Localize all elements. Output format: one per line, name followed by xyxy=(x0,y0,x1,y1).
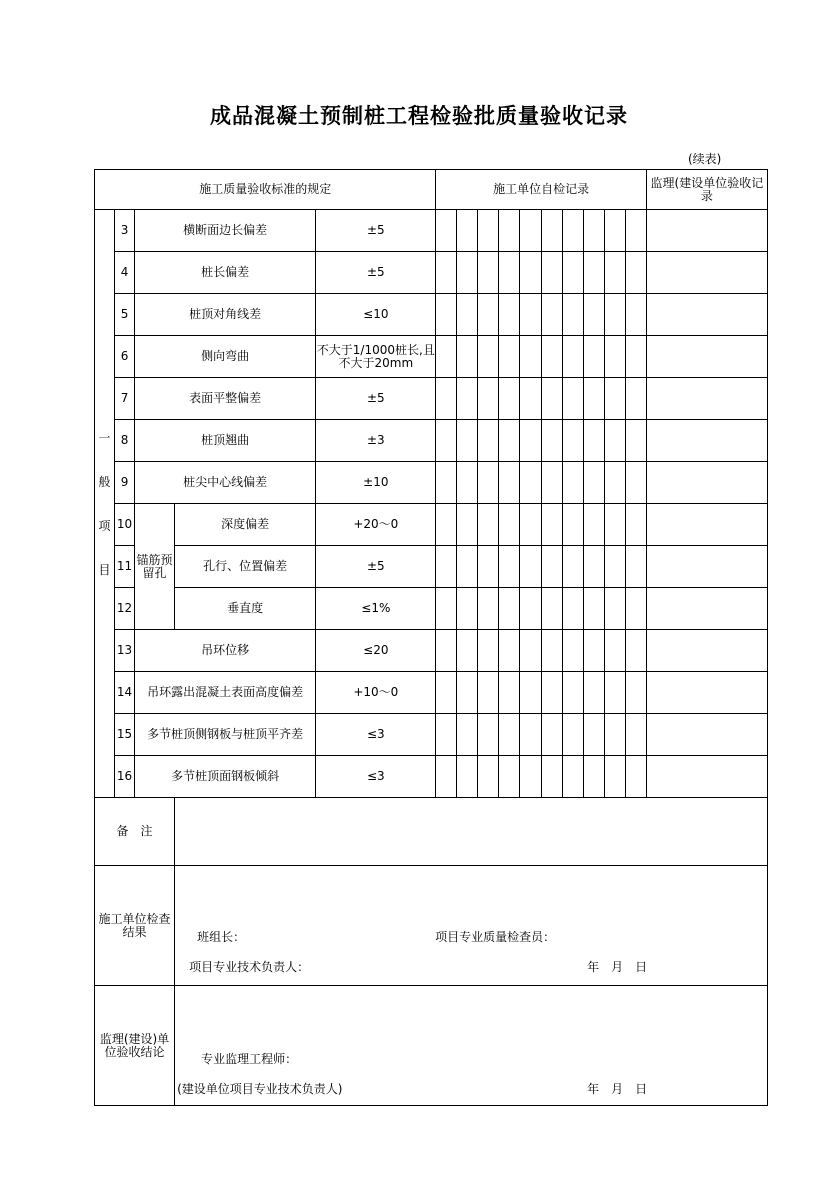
self-check-cell[interactable] xyxy=(583,504,604,546)
self-check-cell[interactable] xyxy=(604,672,625,714)
quality-inspector-label: 项目专业质量检查员： xyxy=(435,929,556,944)
self-check-cell[interactable] xyxy=(583,252,604,294)
self-check-cell[interactable] xyxy=(604,504,625,546)
self-check-cell[interactable] xyxy=(499,336,520,378)
table-row xyxy=(95,420,768,462)
self-check-cell[interactable] xyxy=(436,252,457,294)
self-check-cell[interactable] xyxy=(457,210,478,252)
self-check-cell[interactable] xyxy=(520,714,541,756)
self-check-cell[interactable] xyxy=(562,378,583,420)
self-check-cell[interactable] xyxy=(604,756,625,798)
sub-group-label: 锚筋预留孔 xyxy=(135,504,175,630)
self-check-cell[interactable] xyxy=(436,462,457,504)
self-check-cell[interactable] xyxy=(604,714,625,756)
self-check-cell[interactable] xyxy=(478,504,499,546)
self-check-cell[interactable] xyxy=(562,504,583,546)
self-check-cell[interactable] xyxy=(499,252,520,294)
self-check-cell[interactable] xyxy=(499,462,520,504)
row-number: 7 xyxy=(115,378,135,420)
item-name: 桩长偏差 xyxy=(135,252,316,294)
standard-value: ±5 xyxy=(316,210,436,252)
self-check-cell[interactable] xyxy=(541,714,562,756)
self-check-cell[interactable] xyxy=(583,462,604,504)
self-check-cell[interactable] xyxy=(436,756,457,798)
standard-value: +20～0 xyxy=(316,504,436,546)
supervision-cell[interactable] xyxy=(646,378,767,420)
self-check-cell[interactable] xyxy=(562,336,583,378)
construction-result[interactable] xyxy=(175,866,768,986)
supervision-date: 年 月 日 xyxy=(587,1081,648,1096)
supervision-result[interactable] xyxy=(175,986,768,1106)
row-number: 3 xyxy=(115,210,135,252)
self-check-cell[interactable] xyxy=(499,504,520,546)
self-check-cell[interactable] xyxy=(604,378,625,420)
item-name: 多节桩顶侧钢板与桩顶平齐差 xyxy=(135,714,316,756)
self-check-cell[interactable] xyxy=(520,672,541,714)
self-check-cell[interactable] xyxy=(499,630,520,672)
self-check-cell[interactable] xyxy=(562,462,583,504)
self-check-cell[interactable] xyxy=(541,546,562,588)
standard-value: ±3 xyxy=(316,420,436,462)
self-check-cell[interactable] xyxy=(436,630,457,672)
self-check-cell[interactable] xyxy=(625,588,646,630)
self-check-cell[interactable] xyxy=(541,336,562,378)
standard-value: ±10 xyxy=(316,462,436,504)
supervision-cell[interactable] xyxy=(646,504,767,546)
supervision-cell[interactable] xyxy=(646,756,767,798)
table-row xyxy=(95,294,768,336)
self-check-cell[interactable] xyxy=(583,378,604,420)
row-number: 16 xyxy=(115,756,135,798)
self-check-cell[interactable] xyxy=(541,210,562,252)
self-check-cell[interactable] xyxy=(604,588,625,630)
self-check-cell[interactable] xyxy=(625,504,646,546)
supervision-cell[interactable] xyxy=(646,252,767,294)
item-name: 吊环位移 xyxy=(135,630,316,672)
self-check-cell[interactable] xyxy=(478,420,499,462)
remarks-content[interactable] xyxy=(175,798,768,866)
self-check-cell[interactable] xyxy=(436,504,457,546)
self-check-cell[interactable] xyxy=(625,462,646,504)
self-check-cell[interactable] xyxy=(478,630,499,672)
self-check-cell[interactable] xyxy=(436,336,457,378)
standard-value: ≤3 xyxy=(316,714,436,756)
self-check-cell[interactable] xyxy=(520,630,541,672)
self-check-cell[interactable] xyxy=(604,630,625,672)
self-check-cell[interactable] xyxy=(625,756,646,798)
self-check-cell[interactable] xyxy=(625,210,646,252)
table-row xyxy=(95,546,768,588)
self-check-cell[interactable] xyxy=(562,420,583,462)
self-check-cell[interactable] xyxy=(499,546,520,588)
table-row xyxy=(95,378,768,420)
self-check-cell[interactable] xyxy=(541,588,562,630)
table-row xyxy=(95,462,768,504)
self-check-cell[interactable] xyxy=(541,756,562,798)
self-check-cell[interactable] xyxy=(562,210,583,252)
item-name: 多节桩顶面钢板倾斜 xyxy=(135,756,316,798)
self-check-cell[interactable] xyxy=(583,672,604,714)
item-name: 表面平整偏差 xyxy=(135,378,316,420)
self-check-cell[interactable] xyxy=(583,714,604,756)
row-number: 10 xyxy=(115,504,135,546)
supervision-cell[interactable] xyxy=(646,630,767,672)
standard-value: ±5 xyxy=(316,546,436,588)
item-name: 桩顶翘曲 xyxy=(135,420,316,462)
header-self-check: 施工单位自检记录 xyxy=(436,170,646,210)
self-check-cell[interactable] xyxy=(478,714,499,756)
self-check-cell[interactable] xyxy=(541,420,562,462)
self-check-cell[interactable] xyxy=(604,420,625,462)
self-check-cell[interactable] xyxy=(541,630,562,672)
self-check-cell[interactable] xyxy=(583,294,604,336)
remarks-label: 备注 xyxy=(95,798,175,866)
row-number: 13 xyxy=(115,630,135,672)
header-standard: 施工质量验收标准的规定 xyxy=(95,170,436,210)
self-check-cell[interactable] xyxy=(499,588,520,630)
item-name: 桩尖中心线偏差 xyxy=(135,462,316,504)
self-check-cell[interactable] xyxy=(436,420,457,462)
self-check-cell[interactable] xyxy=(478,210,499,252)
table-row xyxy=(95,588,768,630)
self-check-cell[interactable] xyxy=(604,252,625,294)
construction-date: 年 月 日 xyxy=(587,959,648,974)
self-check-cell[interactable] xyxy=(541,378,562,420)
supervision-cell[interactable] xyxy=(646,336,767,378)
self-check-cell[interactable] xyxy=(625,420,646,462)
item-name: 深度偏差 xyxy=(175,504,316,546)
self-check-cell[interactable] xyxy=(478,462,499,504)
self-check-cell[interactable] xyxy=(562,630,583,672)
self-check-cell[interactable] xyxy=(562,672,583,714)
self-check-cell[interactable] xyxy=(541,672,562,714)
standard-value: ±5 xyxy=(316,252,436,294)
table-row xyxy=(95,252,768,294)
self-check-cell[interactable] xyxy=(499,294,520,336)
self-check-cell[interactable] xyxy=(604,294,625,336)
self-check-cell[interactable] xyxy=(499,210,520,252)
self-check-cell[interactable] xyxy=(541,252,562,294)
self-check-cell[interactable] xyxy=(562,252,583,294)
self-check-cell[interactable] xyxy=(457,294,478,336)
tech-lead-label: 项目专业技术负责人： xyxy=(189,959,310,974)
self-check-cell[interactable] xyxy=(625,546,646,588)
self-check-cell[interactable] xyxy=(562,756,583,798)
table-row xyxy=(95,714,768,756)
self-check-cell[interactable] xyxy=(478,756,499,798)
inspection-table xyxy=(94,169,768,1106)
table-row xyxy=(95,504,768,546)
self-check-cell[interactable] xyxy=(457,462,478,504)
self-check-cell[interactable] xyxy=(625,672,646,714)
self-check-cell[interactable] xyxy=(520,336,541,378)
self-check-cell[interactable] xyxy=(436,714,457,756)
table-row xyxy=(95,756,768,798)
self-check-cell[interactable] xyxy=(478,294,499,336)
self-check-cell[interactable] xyxy=(478,672,499,714)
supervision-cell[interactable] xyxy=(646,588,767,630)
row-number: 9 xyxy=(115,462,135,504)
self-check-cell[interactable] xyxy=(436,378,457,420)
row-number: 14 xyxy=(115,672,135,714)
item-name: 垂直度 xyxy=(175,588,316,630)
self-check-cell[interactable] xyxy=(625,630,646,672)
self-check-cell[interactable] xyxy=(625,252,646,294)
self-check-cell[interactable] xyxy=(520,588,541,630)
self-check-cell[interactable] xyxy=(520,294,541,336)
self-check-cell[interactable] xyxy=(604,336,625,378)
construction-row xyxy=(95,866,768,986)
self-check-cell[interactable] xyxy=(499,378,520,420)
self-check-cell[interactable] xyxy=(583,336,604,378)
self-check-cell[interactable] xyxy=(457,546,478,588)
standard-value: ±5 xyxy=(316,378,436,420)
item-name: 横断面边长偏差 xyxy=(135,210,316,252)
self-check-cell[interactable] xyxy=(499,756,520,798)
self-check-cell[interactable] xyxy=(583,210,604,252)
self-check-cell[interactable] xyxy=(436,588,457,630)
self-check-cell[interactable] xyxy=(520,378,541,420)
self-check-cell[interactable] xyxy=(436,672,457,714)
item-name: 吊环露出混凝土表面高度偏差 xyxy=(135,672,316,714)
header-supervision: 监理(建设单位验收记录 xyxy=(646,170,767,210)
self-check-cell[interactable] xyxy=(457,252,478,294)
self-check-cell[interactable] xyxy=(457,420,478,462)
header-row xyxy=(95,170,768,210)
self-check-cell[interactable] xyxy=(541,294,562,336)
self-check-cell[interactable] xyxy=(604,462,625,504)
supervision-cell[interactable] xyxy=(646,546,767,588)
standard-value: ≤3 xyxy=(316,756,436,798)
construction-label: 施工单位检查结果 xyxy=(95,866,175,986)
self-check-cell[interactable] xyxy=(457,504,478,546)
section-label: 一般项目 xyxy=(95,210,115,798)
self-check-cell[interactable] xyxy=(499,420,520,462)
self-check-cell[interactable] xyxy=(520,252,541,294)
team-leader-label: 班组长： xyxy=(197,929,246,944)
self-check-cell[interactable] xyxy=(583,546,604,588)
self-check-cell[interactable] xyxy=(499,672,520,714)
self-check-cell[interactable] xyxy=(604,210,625,252)
item-name: 孔行、位置偏差 xyxy=(175,546,316,588)
table-row xyxy=(95,210,768,252)
self-check-cell[interactable] xyxy=(583,420,604,462)
standard-value: +10～0 xyxy=(316,672,436,714)
page-title: 成品混凝土预制桩工程检验批质量验收记录 xyxy=(210,104,628,128)
self-check-cell[interactable] xyxy=(436,546,457,588)
self-check-cell[interactable] xyxy=(625,714,646,756)
self-check-cell[interactable] xyxy=(478,252,499,294)
self-check-cell[interactable] xyxy=(625,378,646,420)
self-check-cell[interactable] xyxy=(583,756,604,798)
row-number: 15 xyxy=(115,714,135,756)
self-check-cell[interactable] xyxy=(478,588,499,630)
self-check-cell[interactable] xyxy=(457,672,478,714)
supervision-cell[interactable] xyxy=(646,420,767,462)
self-check-cell[interactable] xyxy=(457,714,478,756)
self-check-cell[interactable] xyxy=(604,546,625,588)
supervision-cell[interactable] xyxy=(646,714,767,756)
self-check-cell[interactable] xyxy=(499,714,520,756)
self-check-cell[interactable] xyxy=(457,630,478,672)
supervision-cell[interactable] xyxy=(646,210,767,252)
row-number: 4 xyxy=(115,252,135,294)
supervision-cell[interactable] xyxy=(646,672,767,714)
self-check-cell[interactable] xyxy=(562,588,583,630)
standard-value: ≤10 xyxy=(316,294,436,336)
standard-value: 不大于1/1000桩长,且不大于20mm xyxy=(316,336,436,378)
row-number: 8 xyxy=(115,420,135,462)
self-check-cell[interactable] xyxy=(478,336,499,378)
item-name: 桩顶对角线差 xyxy=(135,294,316,336)
standard-value: ≤20 xyxy=(316,630,436,672)
self-check-cell[interactable] xyxy=(436,294,457,336)
self-check-cell[interactable] xyxy=(583,630,604,672)
remarks-row xyxy=(95,798,768,866)
table-row xyxy=(95,630,768,672)
supervision-cell[interactable] xyxy=(646,462,767,504)
row-number: 6 xyxy=(115,336,135,378)
self-check-cell[interactable] xyxy=(625,336,646,378)
table-row xyxy=(95,672,768,714)
self-check-cell[interactable] xyxy=(457,756,478,798)
row-number: 11 xyxy=(115,546,135,588)
self-check-cell[interactable] xyxy=(562,294,583,336)
self-check-cell[interactable] xyxy=(520,756,541,798)
owner-tech-label: (建设单位项目专业技术负责人) xyxy=(177,1081,343,1096)
self-check-cell[interactable] xyxy=(625,294,646,336)
item-name: 侧向弯曲 xyxy=(135,336,316,378)
row-number: 12 xyxy=(115,588,135,630)
self-check-cell[interactable] xyxy=(436,210,457,252)
self-check-cell[interactable] xyxy=(520,504,541,546)
self-check-cell[interactable] xyxy=(457,588,478,630)
self-check-cell[interactable] xyxy=(520,462,541,504)
engineer-label: 专业监理工程师： xyxy=(201,1051,298,1066)
self-check-cell[interactable] xyxy=(562,546,583,588)
table-row xyxy=(95,336,768,378)
self-check-cell[interactable] xyxy=(541,504,562,546)
self-check-cell[interactable] xyxy=(520,420,541,462)
self-check-cell[interactable] xyxy=(520,546,541,588)
standard-value: ≤1% xyxy=(316,588,436,630)
self-check-cell[interactable] xyxy=(562,714,583,756)
self-check-cell[interactable] xyxy=(541,462,562,504)
self-check-cell[interactable] xyxy=(478,546,499,588)
self-check-cell[interactable] xyxy=(457,336,478,378)
supervision-row xyxy=(95,986,768,1106)
continued-label: (续表) xyxy=(688,152,722,166)
self-check-cell[interactable] xyxy=(478,378,499,420)
self-check-cell[interactable] xyxy=(583,588,604,630)
supervision-label: 监理(建设)单位验收结论 xyxy=(95,986,175,1106)
supervision-cell[interactable] xyxy=(646,294,767,336)
row-number: 5 xyxy=(115,294,135,336)
self-check-cell[interactable] xyxy=(520,210,541,252)
self-check-cell[interactable] xyxy=(457,378,478,420)
